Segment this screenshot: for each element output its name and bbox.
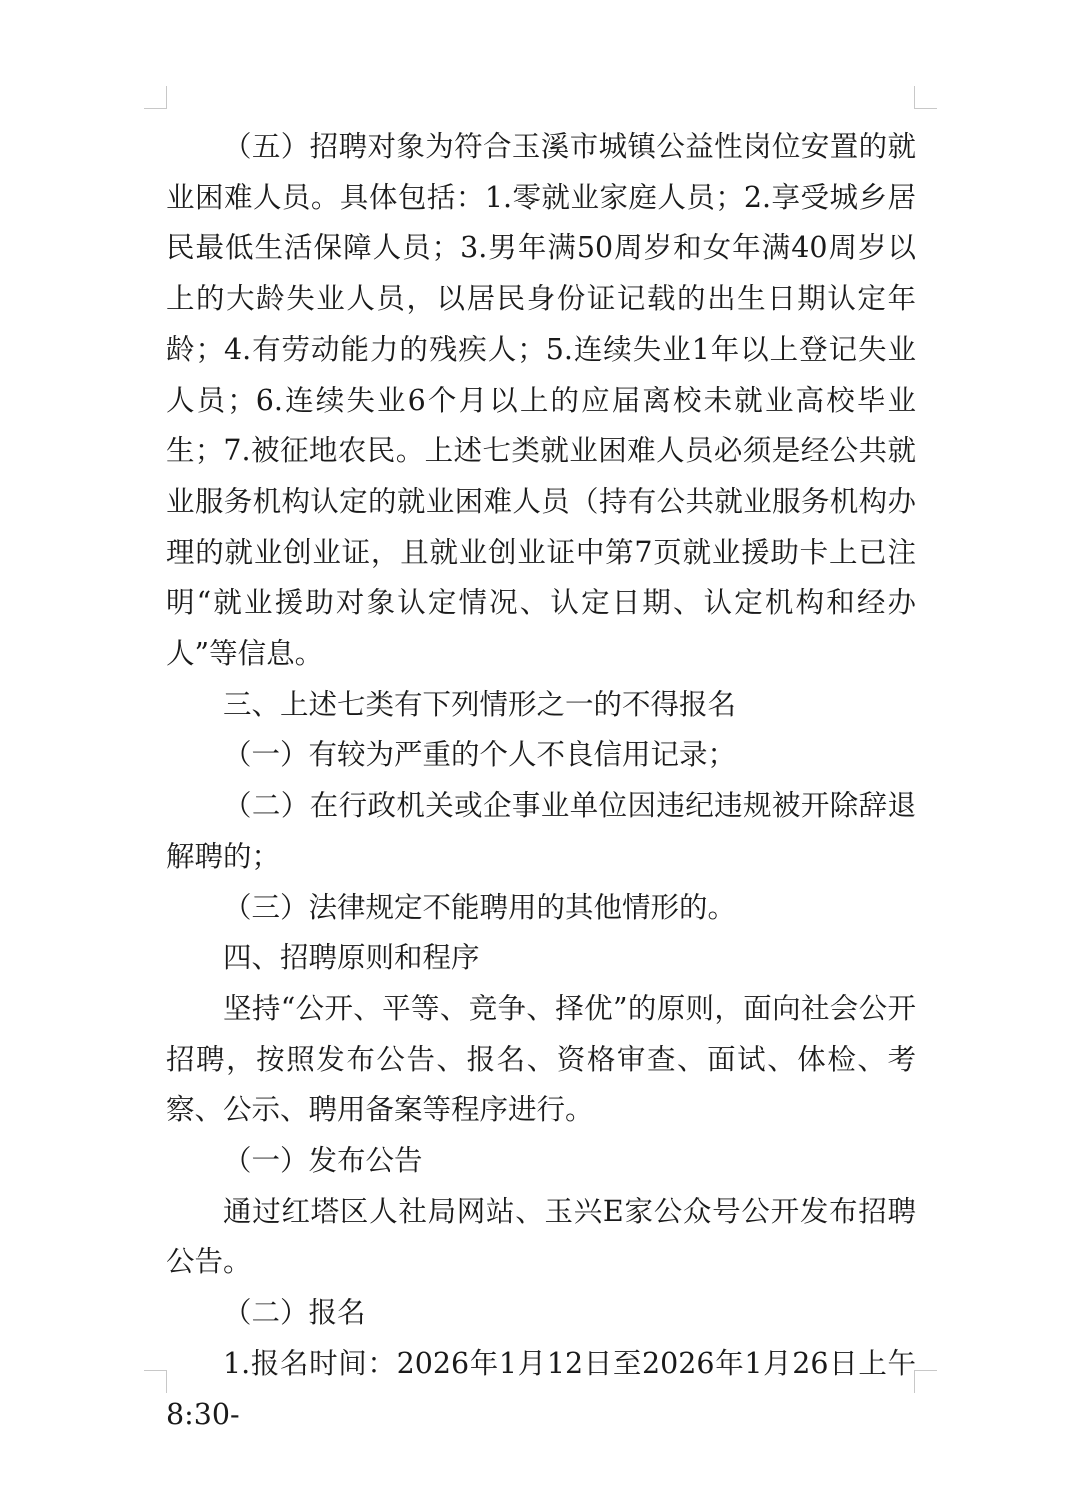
paragraph-registration-time: 1.报名时间：2026年1月12日至2026年1月26日上午8:30- bbox=[166, 1346, 916, 1431]
crop-mark-bottom-left bbox=[144, 1370, 167, 1393]
paragraph-exclusion-2: （二）在行政机关或企事业单位因违纪违规被开除辞退解聘的； bbox=[166, 789, 916, 873]
heading-registration: （二）报名 bbox=[223, 1296, 366, 1330]
crop-mark-top-right bbox=[914, 86, 937, 109]
crop-mark-bottom-right bbox=[914, 1370, 937, 1393]
crop-mark-top-left bbox=[144, 86, 167, 109]
paragraph-principles: 坚持“公开、平等、竞争、择优”的原则，面向社会公开招聘，按照发布公告、报名、资格审查、面试、体检、考察、公示、聘用备案等程序进行。 bbox=[166, 991, 916, 1127]
heading-section-3: 三、上述七类有下列情形之一的不得报名 bbox=[223, 687, 737, 721]
document-body bbox=[166, 122, 916, 1440]
paragraph-exclusion-1: （一）有较为严重的个人不良信用记录； bbox=[223, 738, 737, 772]
paragraph-publish-channels: 通过红塔区人社局网站、玉兴E家公众号公开发布招聘公告。 bbox=[166, 1194, 916, 1279]
paragraph-exclusion-3: （三）法律规定不能聘用的其他情形的。 bbox=[223, 890, 737, 924]
heading-publish-notice: （一）发布公告 bbox=[223, 1144, 423, 1178]
paragraph-recruitment-targets: （五）招聘对象为符合玉溪市城镇公益性岗位安置的就业困难人员。具体包括：1.零就业家庭人员；2.享受城乡居民最低生活保障人员；3.男年满50周岁和女年满40周岁以上的大龄失业人员，以居民身份证记载的出生日期认定年龄；4.有劳动能力的残疾人；5.连续失业1年以上登记失业人员；6.连续失业6个月以上的应届离校未就业高校毕业生；7.被征地农民。上述七类就业困难人员必须是经公共就业服务机构认定的就业困难人员（持有公共就业服务机构办理的就业创业证，且就业创业证中第7页就业援助卡上已注明“就业援助对象认定情况、认定日期、认定机构和经办人”等信息。 bbox=[166, 130, 916, 671]
heading-section-4: 四、招聘原则和程序 bbox=[223, 941, 480, 975]
